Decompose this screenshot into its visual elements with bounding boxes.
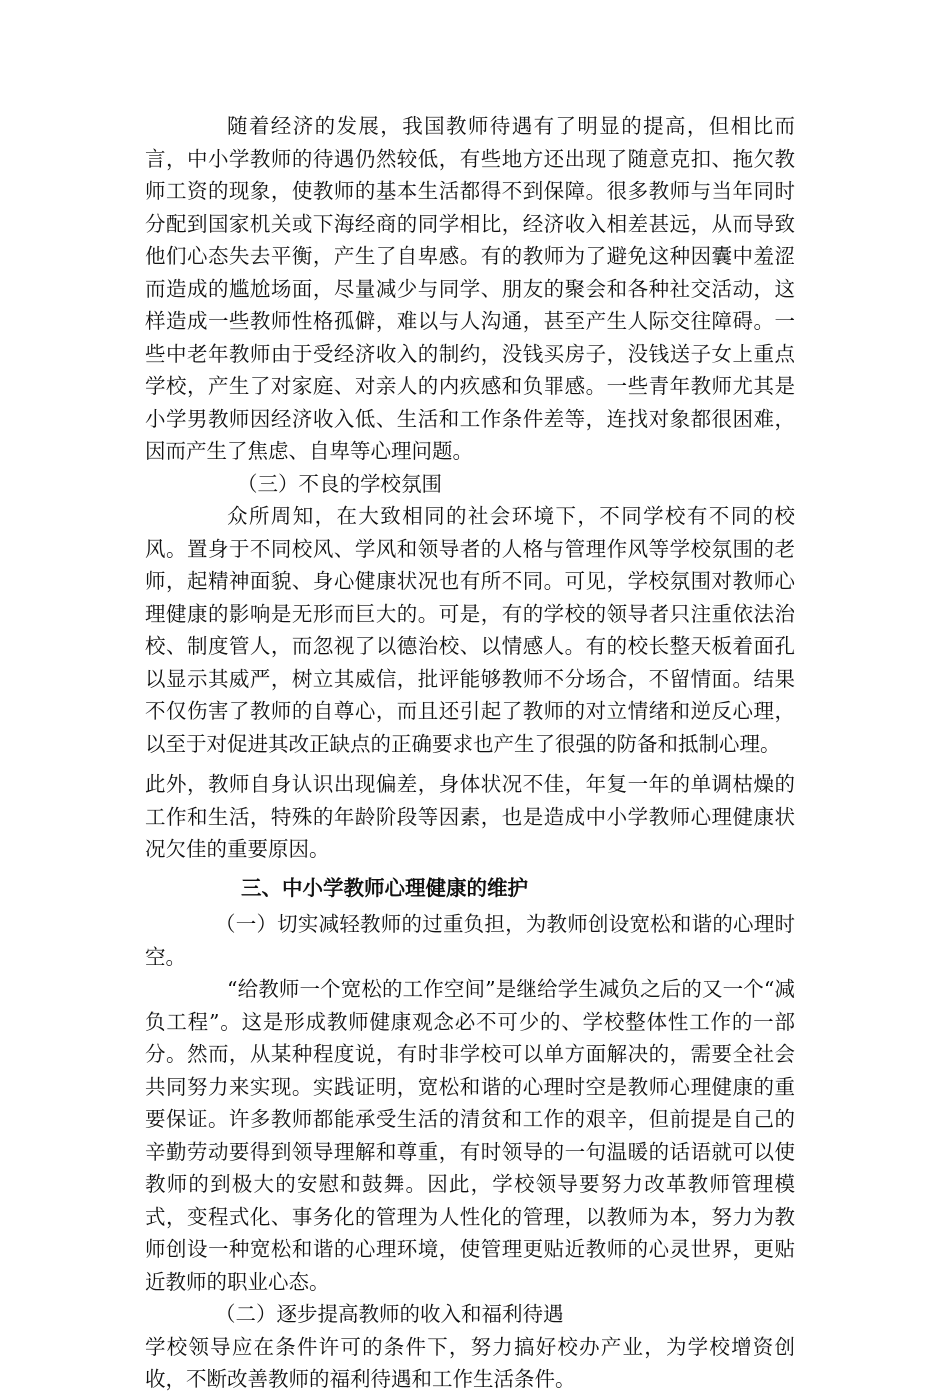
paragraph-relaxed-space: “给教师一个宽松的工作空间”是继给学生减负之后的又一个“减负工程”。这是形成教师健康观念必不可少的、学校整体性工作的一部分。然而，从某种程度说，有时非学校可以单方面解决的，需要全社会共同努力来实现。实践证明，宽松和谐的心理时空是教师心理健康的重要保证。许多教师都能承受生活的清贫和工作的艰辛，但前提是自己的辛勤劳动要得到领导理解和尊重，有时领导的一句温暖的话语就可以使教师的到极大的安慰和鼓舞。因此，学校领导要努力改革教师管理模式，变程式化、事务化的管理为人性化的管理，以教师为本，努力为教师创设一种宽松和谐的心理环境，使管理更贴近教师的心灵世界，更贴近教师的职业心态。	[145, 977, 795, 1294]
paragraph-other-causes: 此外，教师自身认识出现偏差，身体状况不佳，年复一年的单调枯燥的工作和生活，特殊的年龄阶段等因素，也是造成中小学教师心理健康状况欠佳的重要原因。	[145, 772, 795, 861]
paragraph-welfare: 学校领导应在条件许可的条件下，努力搞好校办产业，为学校增资创收，不断改善教师的福利待遇和工作生活条件。	[145, 1334, 795, 1391]
paragraph-teacher-income: 随着经济的发展，我国教师待遇有了明显的提高，但相比而言，中小学教师的待遇仍然较低，有些地方还出现了随意克扣、拖欠教师工资的现象，使教师的基本生活都得不到保障。很多教师与当年同时分配到国家机关或下海经商的同学相比，经济收入相差甚远，从而导致他们心态失去平衡，产生了自卑感。有的教师为了避免这种因囊中羞涩而造成的尴尬场面，尽量减少与同学、朋友的聚会和各种社交活动，这样造成一些教师性格孤僻，难以与人沟通，甚至产生人际交往障碍。一些中老年教师由于受经济收入的制约，没钱买房子，没钱送子女上重点学校，产生了对家庭、对亲人的内疚感和负罪感。一些青年教师尤其是小学男教师因经济收入低、生活和工作条件差等，连找对象都很困难，因而产生了焦虑、自卑等心理问题。	[145, 114, 795, 463]
document-body	[145, 110, 795, 1396]
subheading-school-atmosphere: （三）不良的学校氛围	[237, 471, 442, 496]
paragraph-school-atmosphere: 众所周知，在大致相同的社会环境下，不同学校有不同的校风。置身于不同校风、学风和领导者的人格与管理作风等学校氛围的老师，起精神面貌、身心健康状况也有所不同。可见，学校氛围对教师心理健康的影响是无形而巨大的。可是，有的学校的领导者只注重依法治校、制度管人，而忽视了以德治校、以情感人。有的校长整天板着面孔以显示其威严，树立其威信，批评能够教师不分场合，不留情面。结果不仅伤害了教师的自尊心，而且还引起了教师的对立情绪和逆反心理，以至于对促进其改正缺点的正确要求也产生了很强的防备和抵制心理。	[145, 504, 795, 756]
subheading-reduce-burden: （一）切实减轻教师的过重负担，为教师创设宽松和谐的心理时空。	[145, 912, 795, 969]
section-heading-maintenance: 三、中小学教师心理健康的维护	[241, 875, 528, 900]
subheading-raise-income: （二）逐步提高教师的收入和福利待遇	[215, 1302, 564, 1326]
